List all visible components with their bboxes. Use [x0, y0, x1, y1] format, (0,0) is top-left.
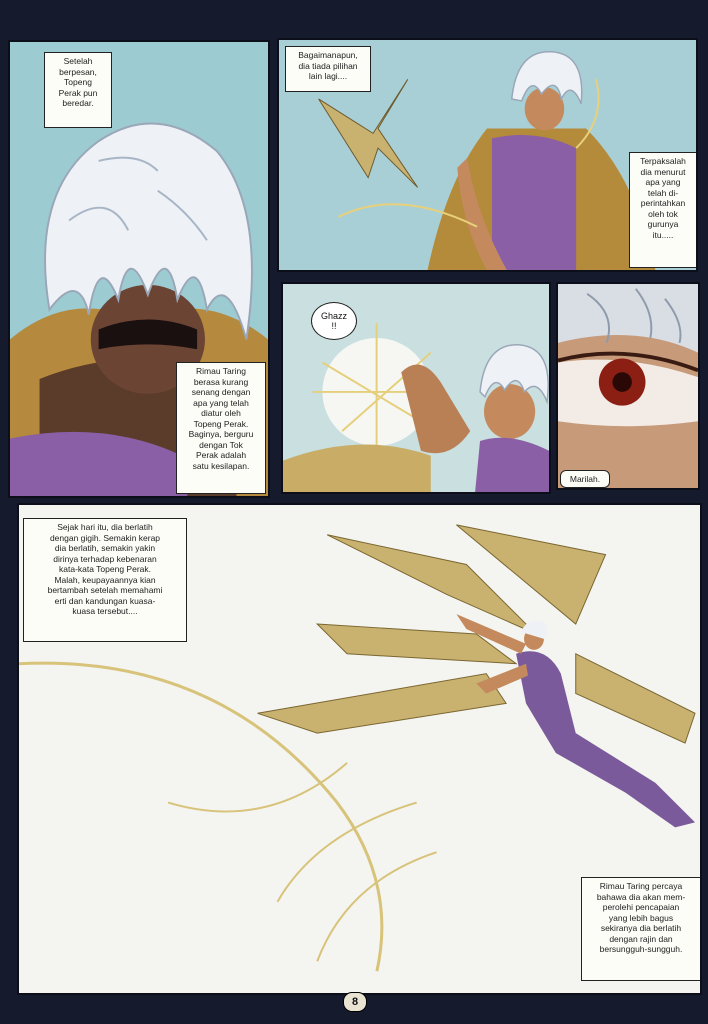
caption-box: Bagaimanapun, dia tiada pilihan lain lagi.... — [285, 46, 371, 92]
caption-box: Setelah berpesan, Topeng Perak pun beredar. — [44, 52, 112, 128]
caption-box: Rimau Taring berasa kurang senang dengan apa yang telah diatur oleh Topeng Perak. Baginya, berguru dengan Tok Perak adalah satu kesilapan. — [176, 362, 266, 494]
caption-box: Terpaksalah dia menurut apa yang telah di- perintahkan oleh tok gurunya itu..... — [629, 152, 697, 268]
caption-box: Sejak hari itu, dia berlatih dengan gigih. Semakin kerap dia berlatih, semakin yakin dirinya terhadap kebenaran kata-kata Topeng Perak. Malah, keupayaannya kian bertambah setelah memahami erti dan kandungan kuasa- kuasa tersebut.... — [23, 518, 187, 642]
panel-2 — [277, 38, 698, 272]
sfx-bubble: Ghazz !! — [311, 302, 357, 340]
caption-box: Rimau Taring percaya bahawa dia akan mem- perolehi pencapaian yang lebih bagus sekiranya dia berlatih dengan rajin dan bersungguh-sungguh. — [581, 877, 701, 981]
panel-4 — [556, 282, 700, 490]
panel-3 — [281, 282, 551, 494]
page-number: 8 — [343, 992, 367, 1012]
speech-box: Marilah. — [560, 470, 610, 488]
panel-5 — [17, 503, 702, 995]
panel-4-art — [558, 284, 698, 488]
panel-1 — [8, 40, 270, 498]
